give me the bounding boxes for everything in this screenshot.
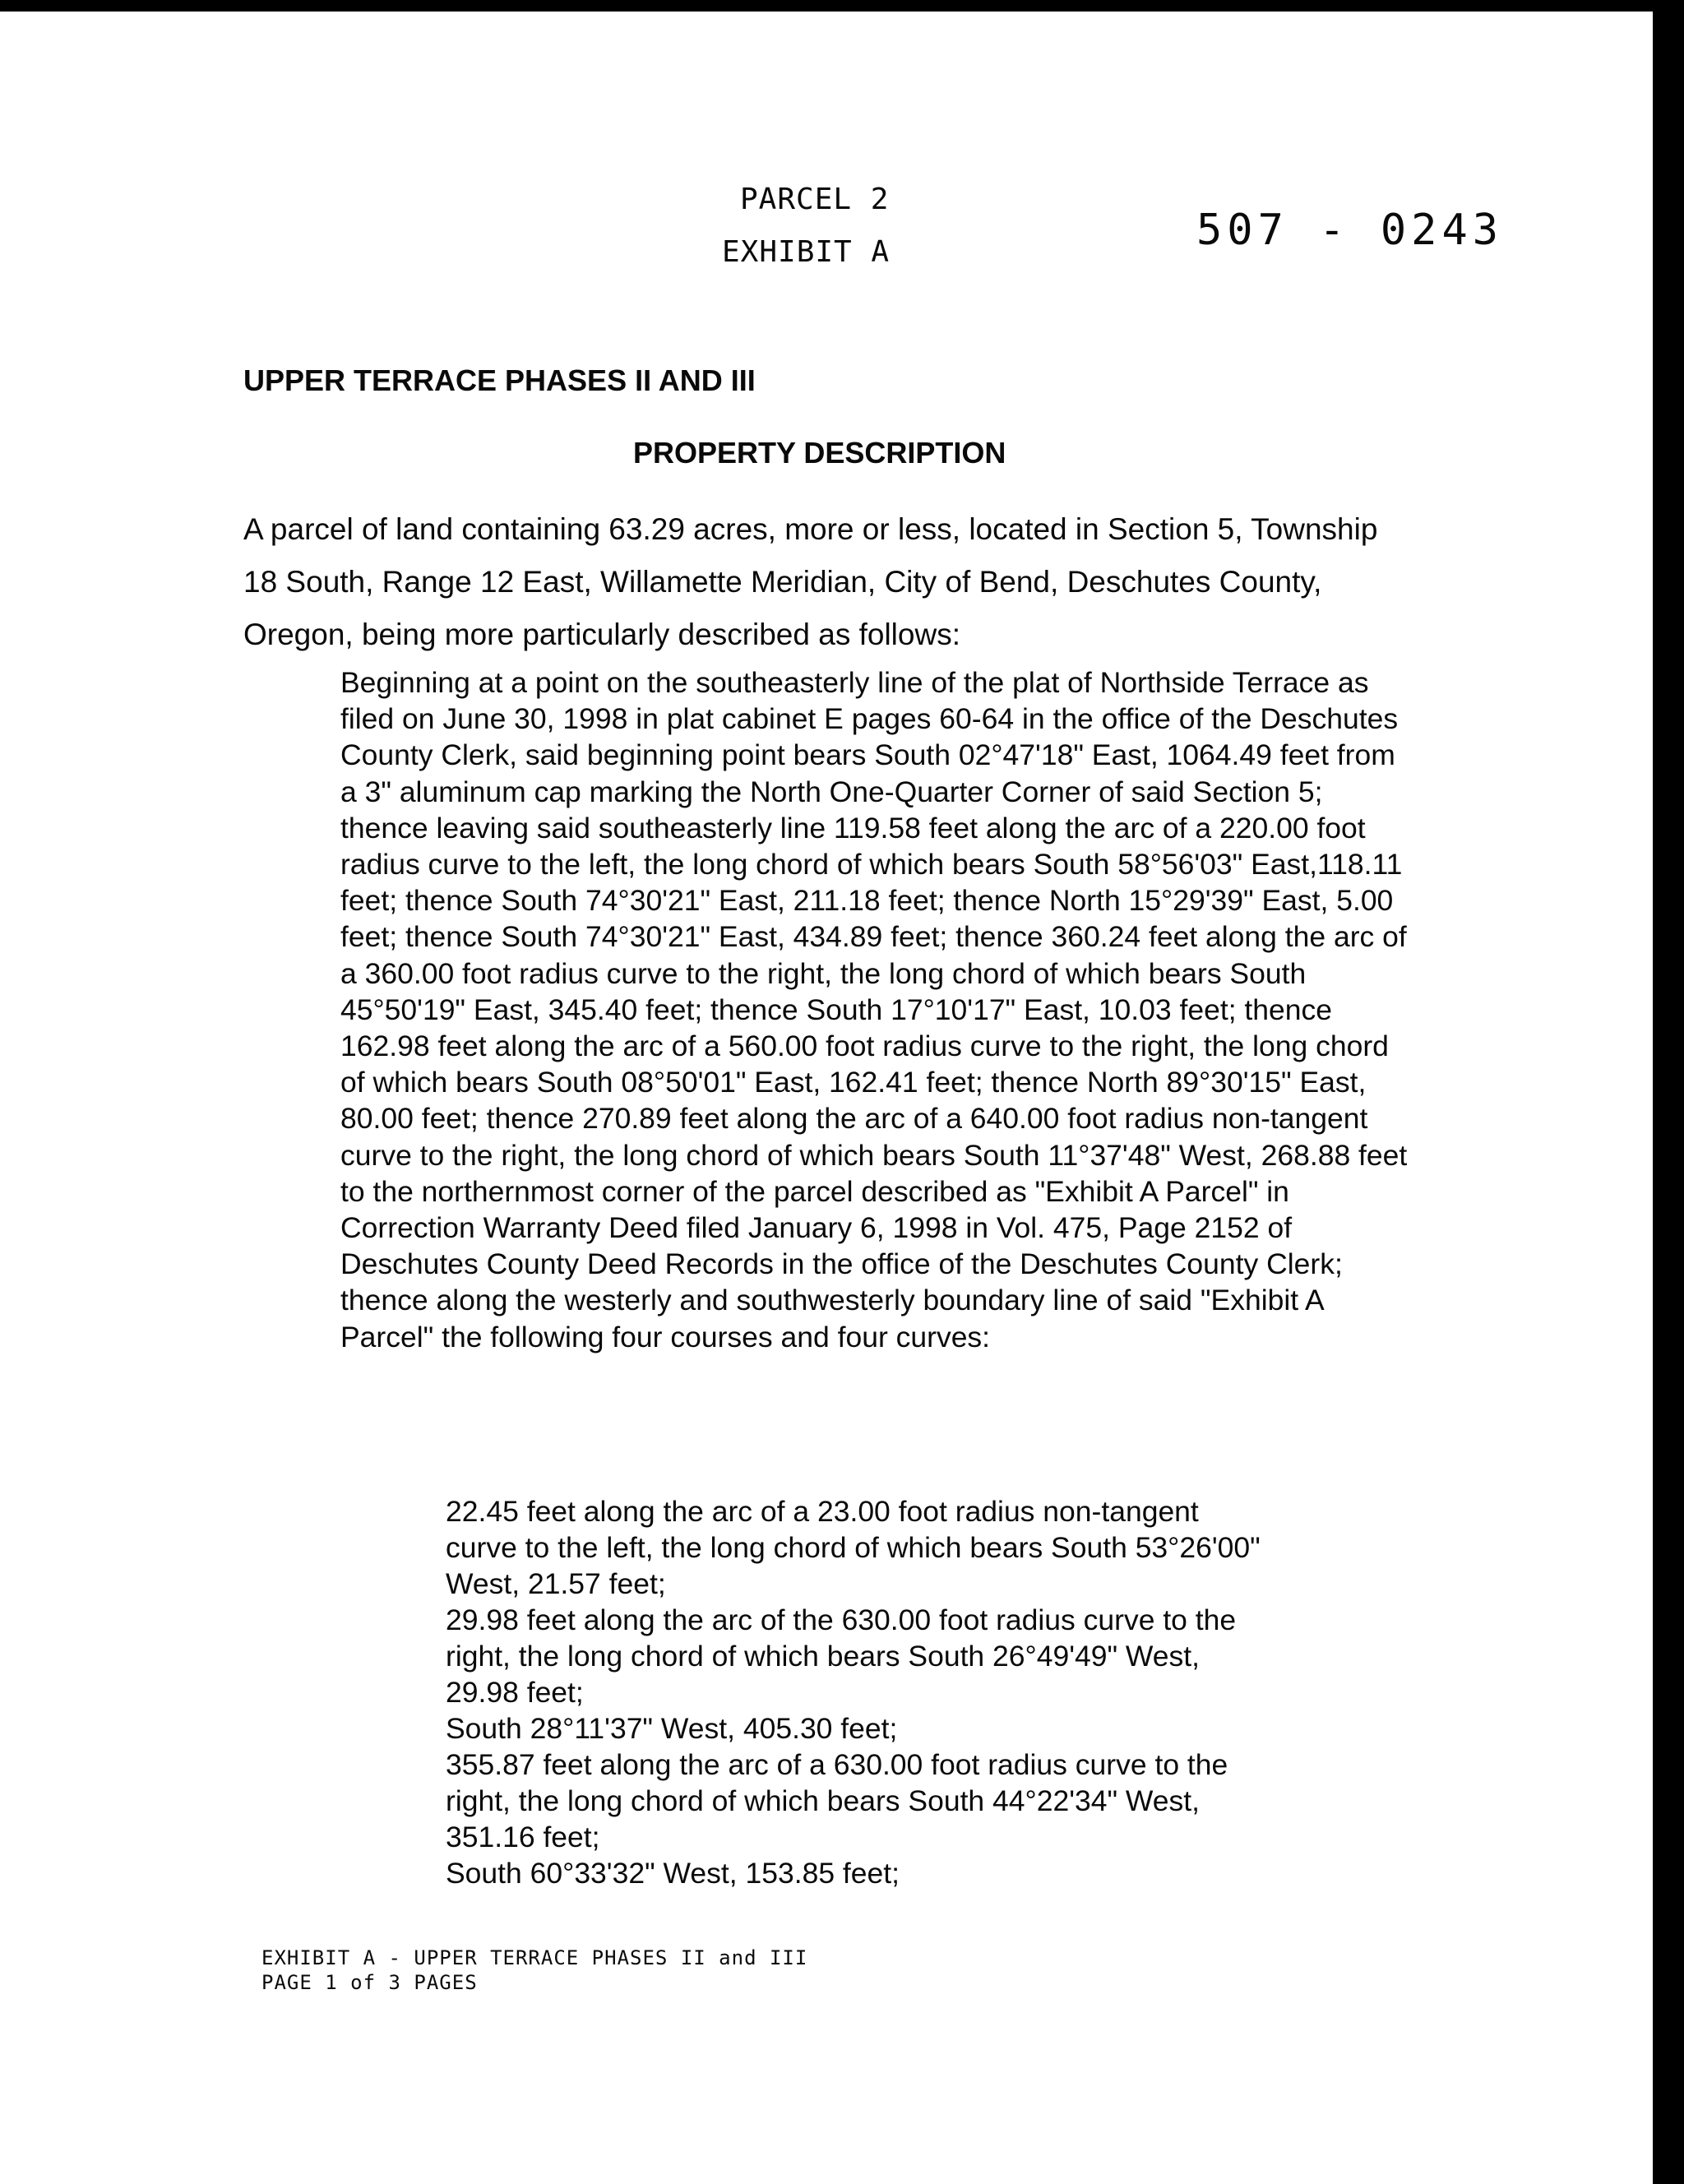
exhibit-label: EXHIBIT A: [722, 235, 891, 269]
course-item: 29.98 feet along the arc of the 630.00 foot radius curve to the right, the long chord of which bears South 26°49'49" West, 29.98 feet;: [446, 1603, 1237, 1709]
section-heading: PROPERTY DESCRIPTION: [633, 436, 1006, 470]
course-item: South 60°33'32" West, 153.85 feet;: [446, 1857, 900, 1890]
scan-right-border: [1653, 0, 1684, 2184]
description-paragraph: Beginning at a point on the southeasterly line of the plat of Northside Terrace as filed on June 30, 1998 in plat cabinet E pages 60-64 in the office of the Deschutes County Clerk, said beginning point bears South 02°47'18" East, 1064.49 feet from a 3" aluminum cap marking the North One-Quarter Corner of said Section 5; thence leaving said southeasterly line 119.58 feet along the arc of a 220.00 foot radius curve to the left, the long chord of which bears South 58°56'03" East,118.11 feet; thence South 74°30'21" East, 211.18 feet; thence North 15°29'39" East, 5.00 feet; thence South 74°30'21" East, 434.89 feet; thence 360.24 feet along the arc of a 360.00 foot radius curve to the right, the long chord of which bears South 45°50'19" East, 345.40 feet; thence South 17°10'17" East, 10.03 feet; thence 162.98 feet along the arc of a 560.00 foot radius curve to the right, the long chord of which bears South 08°50'01" East, 162.41 feet; thence North 89°30'15" East, 80.00 feet; thence 270.89 feet along the arc of a 640.00 foot radius non-tangent curve to the right, the long chord of which bears South 11°37'48" West, 268.88 feet to the northernmost corner of the parcel described as "Exhibit A Parcel" in Correction Warranty Deed filed January 6, 1998 in Vol. 475, Page 2152 of Deschutes County Deed Records in the office of the Deschutes County Clerk; thence along the westerly and southwesterly boundary line of said "Exhibit A Parcel" the following four courses and four curves:: [340, 666, 1408, 1353]
intro-paragraph: A parcel of land containing 63.29 acres, more or less, located in Section 5, Township 18 South, Range 12 East, Willamette Meridian, City of Bend, Deschutes County, Oregon, being more particularly described as follows:: [243, 512, 1378, 651]
footer-exhibit-line: EXHIBIT A - UPPER TERRACE PHASES II and III: [261, 1946, 808, 1969]
footer-page-line: PAGE 1 of 3 PAGES: [261, 1971, 478, 1994]
page-footer: [261, 1946, 807, 1995]
parcel-label: PARCEL 2: [740, 183, 890, 216]
courses-list: [446, 1493, 1268, 1891]
project-title: UPPER TERRACE PHASES II AND III: [243, 363, 756, 397]
course-item: 355.87 feet along the arc of a 630.00 foot radius curve to the right, the long chord of which bears South 44°22'34" West, 351.16 feet;: [446, 1748, 1228, 1853]
document-number: 507 - 0243: [1196, 206, 1504, 255]
scan-top-border: [0, 0, 1684, 12]
course-item: 22.45 feet along the arc of a 23.00 foot radius non-tangent curve to the left, the long chord of which bears South 53°26'00" West, 21.57 feet;: [446, 1495, 1261, 1600]
course-item: South 28°11'37" West, 405.30 feet;: [446, 1712, 898, 1745]
